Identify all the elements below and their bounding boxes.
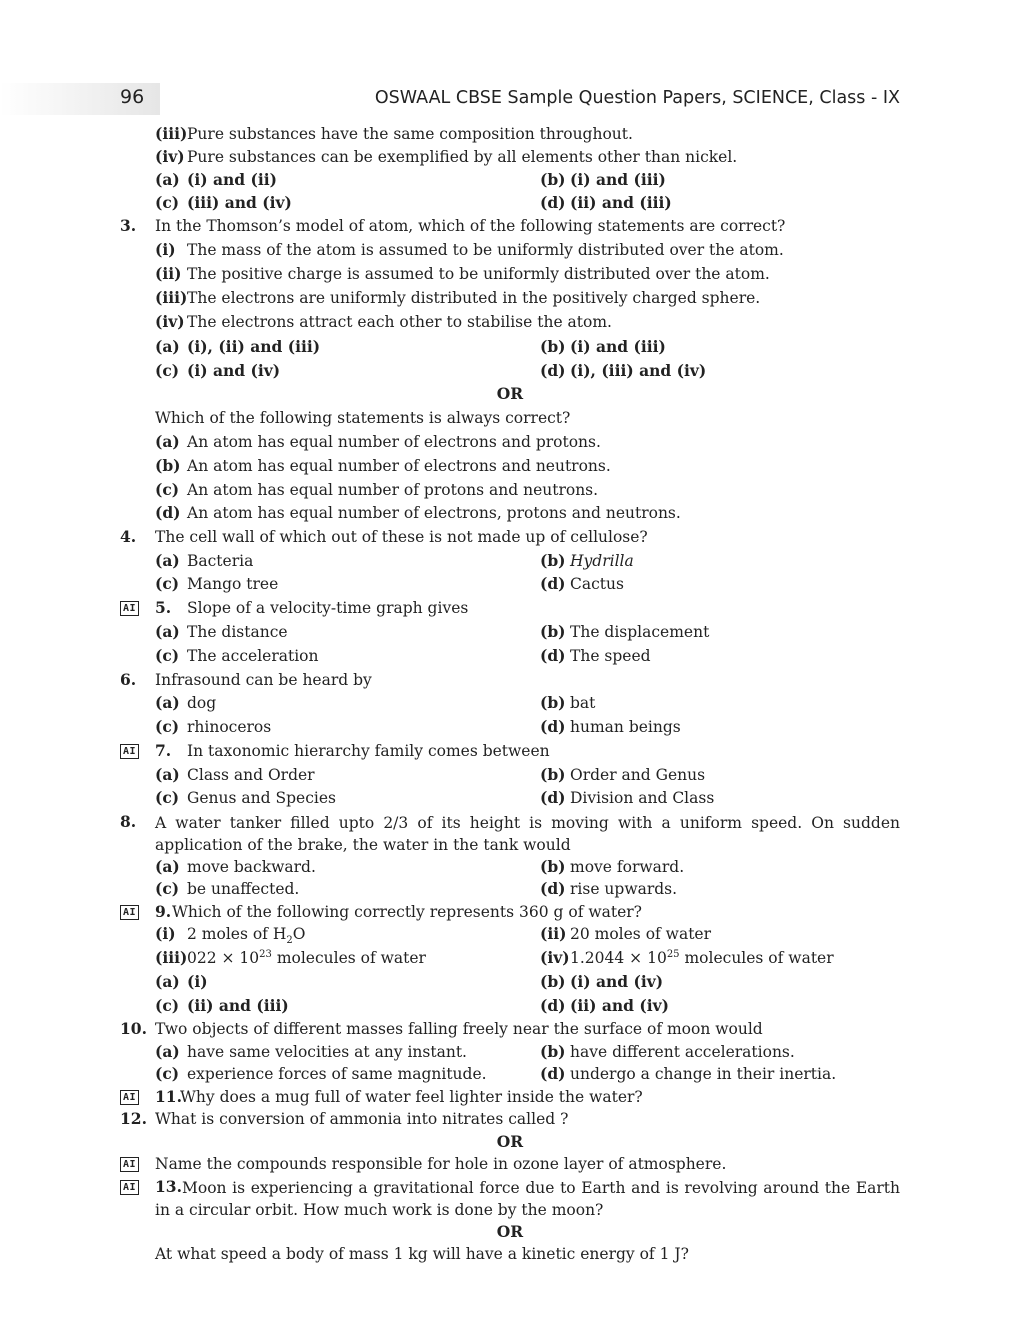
option-tag: (c) (155, 480, 180, 499)
statement-text-part: molecules of water (271, 949, 426, 967)
option-text: (i) and (iv) (570, 972, 664, 991)
ai-icon: AI (120, 905, 139, 920)
option-text: An atom has equal number of electrons, protons and neutrons. (187, 504, 681, 522)
ai-icon: AI (120, 1090, 139, 1105)
option-tag: (d) (540, 574, 566, 593)
option-tag: (b) (540, 857, 566, 876)
question-number: 12. (120, 1109, 147, 1128)
option-text: (i) and (ii) (187, 170, 277, 189)
option-text: An atom has equal number of electrons and protons. (187, 433, 601, 451)
option-tag: (c) (155, 788, 180, 807)
statement-tag: (i) (155, 924, 176, 943)
option-tag: (b) (540, 1042, 566, 1061)
statement-text: Pure substances have the same composition throughout. (187, 125, 633, 143)
option-tag: (b) (540, 765, 566, 784)
option-tag: (b) (540, 337, 566, 356)
option-text: (ii) and (iii) (570, 193, 672, 212)
option-text: (ii) and (iii) (187, 996, 289, 1015)
statement-text-part: O (292, 925, 306, 943)
option-tag: (d) (540, 717, 566, 736)
statement-tag: (iv) (155, 147, 185, 166)
statement-tag: (iii) (155, 124, 188, 143)
question-number: 9. (155, 902, 172, 921)
statement-text-part: 2 moles of H (187, 925, 287, 943)
option-text: (i) and (iii) (570, 337, 666, 356)
option-tag: (a) (155, 170, 180, 189)
option-text: The acceleration (187, 647, 319, 665)
superscript: 23 (259, 948, 272, 960)
option-text: An atom has equal number of electrons and neutrons. (187, 457, 611, 475)
question-text: In taxonomic hierarchy family comes between (187, 742, 550, 760)
option-tag: (c) (155, 646, 180, 665)
option-tag: (a) (155, 337, 180, 356)
or-separator: OR (496, 384, 524, 403)
option-tag: (c) (155, 717, 180, 736)
option-text: (i) and (iv) (187, 361, 281, 380)
statement-tag: (iii) (155, 288, 188, 307)
statement-tag: (i) (155, 240, 176, 259)
page-number: 96 (120, 86, 145, 108)
option-text: Mango tree (187, 575, 279, 593)
option-text: human beings (570, 718, 681, 736)
question-number: 10. (120, 1019, 147, 1038)
option-text: (i), (ii) and (iii) (187, 337, 321, 356)
or-separator: OR (496, 1132, 524, 1151)
option-tag: (d) (540, 996, 566, 1015)
option-text: An atom has equal number of protons and neutrons. (187, 481, 599, 499)
question-text: The cell wall of which out of these is not made up of cellulose? (155, 528, 648, 546)
option-tag: (a) (155, 693, 180, 712)
option-tag: (c) (155, 996, 180, 1015)
option-text: undergo a change in their inertia. (570, 1065, 837, 1083)
statement-text (187, 924, 306, 947)
statement-text: The electrons are uniformly distributed in the positively charged sphere. (187, 289, 761, 307)
subscript: 2 (286, 935, 293, 947)
option-text: dog (187, 694, 217, 712)
question-text: A water tanker filled upto 2/3 of its height is moving with a uniform speed. On sudden application of the brake, the water in the tank would (155, 814, 900, 854)
option-text: experience forces of same magnitude. (187, 1065, 487, 1083)
option-text: Cactus (570, 575, 624, 593)
option-text: (i) (187, 972, 208, 991)
question-text: Name the compounds responsible for hole in ozone layer of atmosphere. (155, 1155, 727, 1173)
or-separator: OR (496, 1222, 524, 1241)
statement-tag: (ii) (540, 924, 567, 943)
statement-text: Pure substances can be exemplified by all elements other than nickel. (187, 148, 738, 166)
option-tag: (b) (540, 170, 566, 189)
option-tag: (a) (155, 1042, 180, 1061)
option-text: have different accelerations. (570, 1043, 795, 1061)
question-text: Slope of a velocity-time graph gives (187, 599, 469, 617)
option-tag: (c) (155, 361, 180, 380)
option-tag: (c) (155, 574, 180, 593)
option-text: be unaffected. (187, 880, 300, 898)
option-tag: (d) (540, 788, 566, 807)
question-number: 7. (155, 741, 172, 760)
option-text: rhinoceros (187, 718, 272, 736)
statement-text-part: 022 × 10 (187, 949, 260, 967)
question-text: Moon is experiencing a gravitational force due to Earth and is revolving around the Earth in a circular orbit. How much work is done by the moon? (155, 1179, 900, 1219)
option-text: rise upwards. (570, 880, 678, 898)
question-number: 5. (155, 598, 172, 617)
option-text: Hydrilla (570, 552, 634, 570)
statement-text: 20 moles of water (570, 925, 712, 943)
question-number: 13. (155, 1177, 182, 1196)
question-text: Which of the following statements is always correct? (155, 409, 571, 427)
statement-text: The positive charge is assumed to be uniformly distributed over the atom. (187, 265, 770, 283)
statement-text (187, 948, 426, 968)
header-title: OSWAAL CBSE Sample Question Papers, SCIENCE, Class - IX (374, 88, 900, 108)
option-tag: (d) (540, 879, 566, 898)
question-text: Why does a mug full of water feel lighter inside the water? (180, 1088, 643, 1106)
question-number: 6. (120, 670, 137, 689)
ai-icon: AI (120, 1180, 139, 1195)
statement-text: The electrons attract each other to stabilise the atom. (187, 313, 612, 331)
option-text: (ii) and (iv) (570, 996, 669, 1015)
option-tag: (b) (540, 622, 566, 641)
statement-text-part: molecules of water (679, 949, 834, 967)
option-tag: (a) (155, 765, 180, 784)
option-text: (i), (iii) and (iv) (570, 361, 707, 380)
question-text: Infrasound can be heard by (155, 671, 372, 689)
ai-icon: AI (120, 601, 139, 616)
superscript: 25 (666, 948, 680, 960)
question-text: Two objects of different masses falling freely near the surface of moon would (155, 1020, 763, 1038)
option-tag: (c) (155, 1064, 180, 1083)
statement-text-part: 1.2044 × 10 (570, 949, 667, 967)
option-tag: (a) (155, 622, 180, 641)
option-tag: (b) (155, 456, 181, 475)
question-number: 3. (120, 216, 137, 235)
option-tag: (d) (540, 646, 566, 665)
option-text: The distance (187, 623, 288, 641)
statement-text: The mass of the atom is assumed to be uniformly distributed over the atom. (187, 241, 784, 259)
option-text: Division and Class (570, 789, 715, 807)
option-tag: (b) (540, 972, 566, 991)
question-number: 8. (120, 812, 137, 831)
option-text: move forward. (570, 858, 685, 876)
option-tag: (d) (540, 1064, 566, 1083)
option-tag: (a) (155, 551, 180, 570)
question-number: 4. (120, 527, 137, 546)
option-text: The displacement (570, 623, 710, 641)
option-tag: (c) (155, 193, 180, 212)
option-text: Genus and Species (187, 789, 336, 807)
option-text: bat (570, 694, 596, 712)
statement-tag: (iv) (155, 312, 185, 331)
option-text: (i) and (iii) (570, 170, 666, 189)
option-text: Class and Order (187, 766, 315, 784)
option-text: have same velocities at any instant. (187, 1043, 467, 1061)
option-tag: (a) (155, 857, 180, 876)
option-tag: (a) (155, 972, 180, 991)
option-tag: (c) (155, 879, 180, 898)
statement-text (570, 948, 834, 968)
question-number: 11. (155, 1087, 182, 1106)
option-tag: (d) (540, 193, 566, 212)
option-text: move backward. (187, 858, 316, 876)
option-tag: (d) (540, 361, 566, 380)
option-text: (iii) and (iv) (187, 193, 292, 212)
question-text: At what speed a body of mass 1 kg will have a kinetic energy of 1 J? (155, 1245, 689, 1263)
statement-tag: (ii) (155, 264, 182, 283)
option-text: Bacteria (187, 552, 254, 570)
ai-icon: AI (120, 744, 139, 759)
option-tag: (d) (155, 503, 181, 522)
option-text: Order and Genus (570, 766, 706, 784)
question-text: Which of the following correctly represents 360 g of water? (172, 903, 642, 921)
question-text: In the Thomson’s model of atom, which of the following statements are correct? (155, 217, 786, 235)
option-text: The speed (570, 647, 651, 665)
ai-icon: AI (120, 1157, 139, 1172)
statement-tag: (iv) (540, 948, 570, 967)
statement-tag: (iii) (155, 948, 188, 967)
option-tag: (a) (155, 432, 180, 451)
question-text: What is conversion of ammonia into nitrates called ? (155, 1110, 569, 1128)
option-tag: (b) (540, 551, 566, 570)
option-tag: (b) (540, 693, 566, 712)
